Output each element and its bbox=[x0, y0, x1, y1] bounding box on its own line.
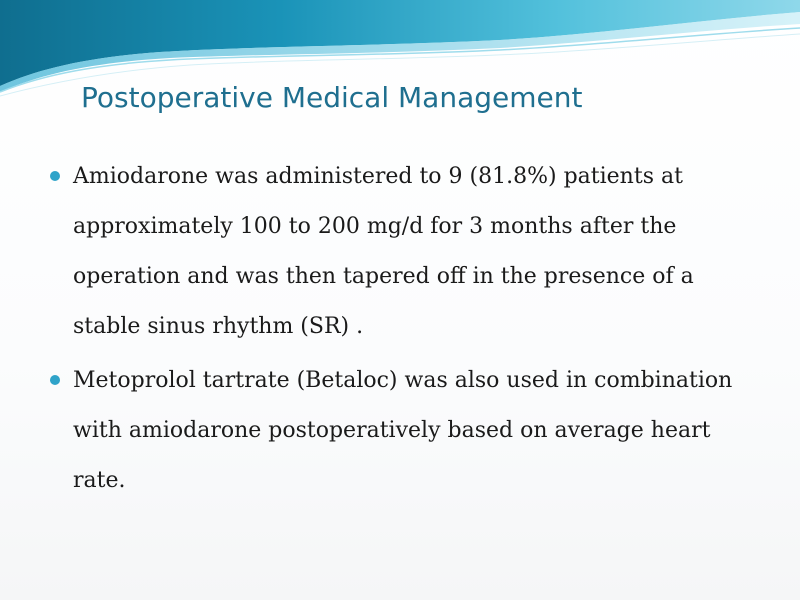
bullet-item-amiodarone bbox=[50, 152, 755, 352]
bullet-dot-icon bbox=[50, 375, 60, 385]
slide-title: Postoperative Medical Management bbox=[81, 81, 583, 114]
bullet-item-metoprolol bbox=[50, 356, 755, 506]
bullet-list bbox=[50, 152, 755, 510]
bullet-text: Amiodarone was administered to 9 (81.8%) patients at approximately 100 to 200 mg/d for 3 months after the operation and was then tapered off in the presence of a stable sinus rhythm (SR) . bbox=[73, 164, 694, 339]
bullet-dot-icon bbox=[50, 171, 60, 181]
bullet-text: Metoprolol tartrate (Betaloc) was also used in combination with amiodarone postoperatively based on average heart rate. bbox=[73, 368, 733, 493]
